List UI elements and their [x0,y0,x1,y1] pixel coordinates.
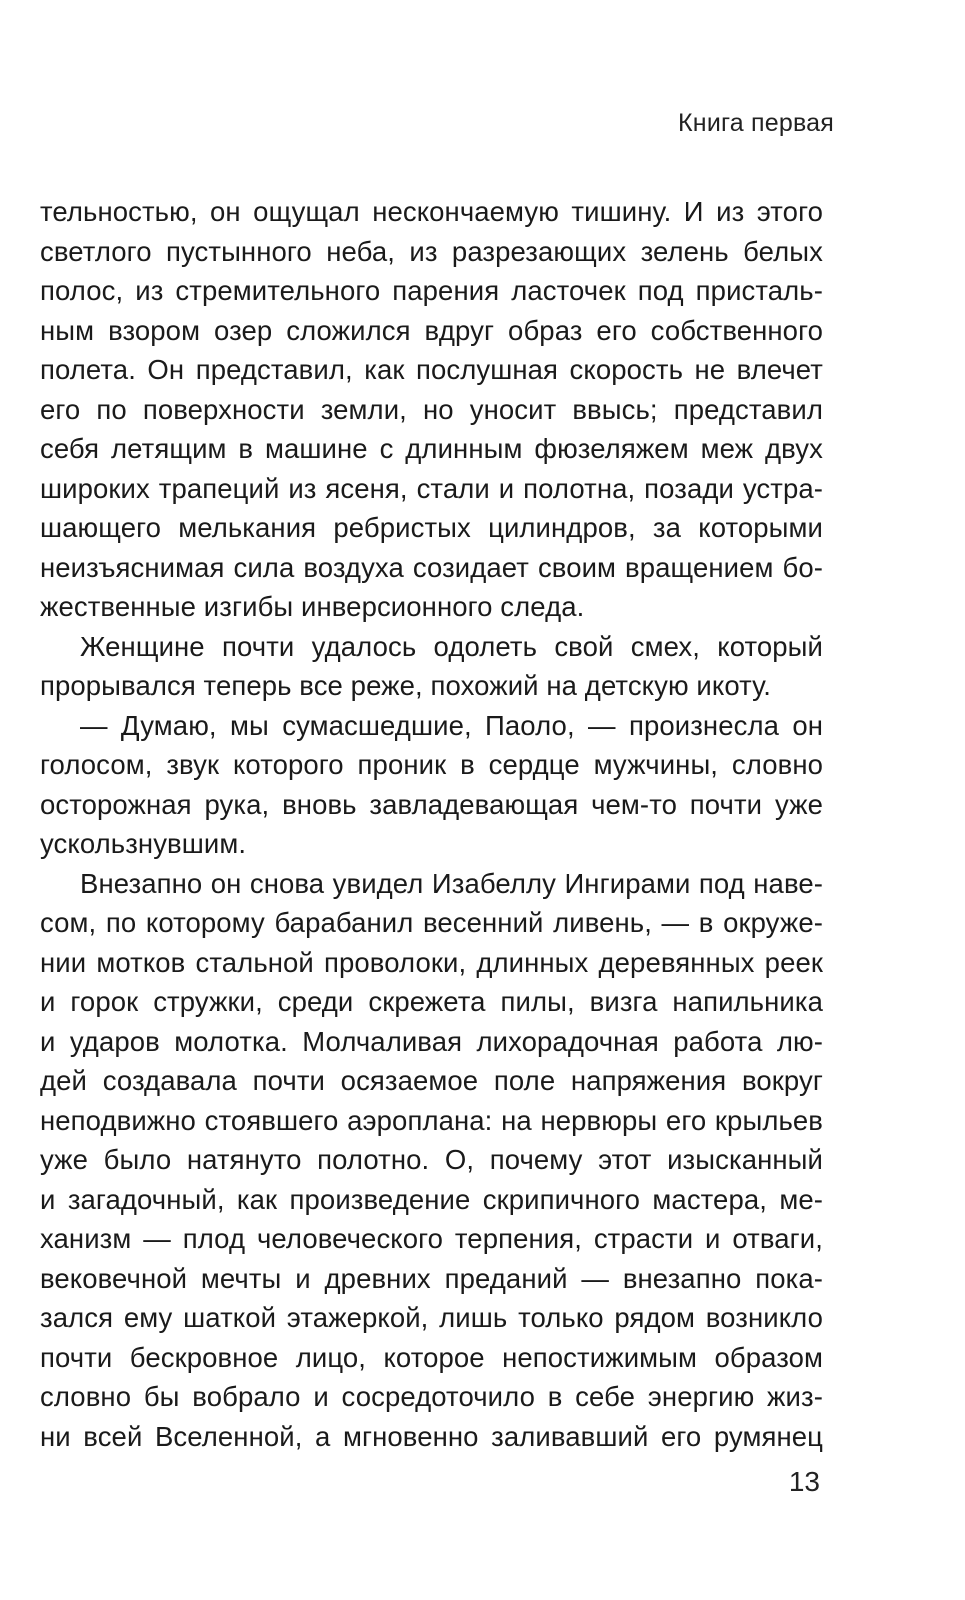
text-line: шающего мелькания ребристых цилиндров, за которыми [40,512,823,543]
running-head: Книга первая [678,109,834,137]
text-line: вековечной мечты и древних преданий — внезапно пока- [40,1262,823,1294]
text-line: — Думаю, мы сумасшедшие, Паоло, — произнесла он [80,709,823,741]
text-line: неизъяснимая сила воздуха созидает своим вращением бо- [40,551,823,583]
text-line: и ударов молотка. Молчаливая лихорадочная работа лю- [40,1025,823,1057]
text-line: ным взором озер сложился вдруг образ его собственного [40,314,823,346]
text-line: осторожная рука, вновь завладевающая чем-то почти уже [40,788,823,820]
text-line: голосом, звук которого проник в сердце мужчины, словно [40,749,823,780]
text-line: и загадочный, как произведение скрипичного мастера, ме- [40,1183,823,1215]
paragraph-4 [40,864,823,1457]
text-line: ханизм — плод человеческого терпения, страсти и отваги, [40,1223,823,1254]
text-line: почти бескровное лицо, которое непостижимым образом [40,1341,823,1373]
text-line: жественные изгибы инверсионного следа. [40,591,585,622]
text-line: сом, по которому барабанил весенний ливень, — в окруже- [40,907,823,938]
body-text [40,192,823,1456]
text-line: словно бы вобрало и сосредоточило в себе энергию жиз- [40,1381,823,1412]
text-line: тельностью, он ощущал нескончаемую тишину. И из этого [40,196,823,227]
text-line: ни всей Вселенной, а мгновенно заливавший его румянец [40,1420,823,1452]
text-line: ускользнувшим. [40,828,247,859]
text-line: Внезапно он снова увидел Изабеллу Ингирами под наве- [80,867,823,899]
text-line: Женщине почти удалось одолеть свой смех, который [80,630,823,662]
text-line: прорывался теперь все реже, похожий на детскую икоту. [40,670,771,701]
text-line: светлого пустынного неба, из разрезающих зелень белых [40,235,823,267]
text-line: нии мотков стальной проволоки, длинных деревянных реек [40,946,823,978]
text-line: неподвижно стоявшего аэроплана: на нервюры его крыльев [40,1104,823,1136]
page-number: 13 [788,1466,820,1497]
paragraph-1 [40,192,823,627]
paragraph-3 [40,706,823,864]
text-line: его по поверхности земли, но уносит ввысь; представил [40,393,823,425]
text-line: уже было натянуто полотно. О, почему этот изысканный [40,1144,823,1175]
paragraph-2 [40,627,823,706]
text-line: себя летящим в машине с длинным фюзеляжем меж двух [40,433,823,464]
text-line: полос, из стремительного парения ласточек под присталь- [40,275,823,306]
text-line: широких трапеций из ясеня, стали и полотна, позади устра- [40,472,823,504]
text-line: зался ему шаткой этажеркой, лишь только рядом возникло [40,1302,823,1333]
text-line: полета. Он представил, как послушная скорость не влечет [40,354,823,385]
text-line: и горок стружки, среди скрежета пилы, визга напильника [40,986,823,1017]
text-line: дей создавала почти осязаемое поле напряжения вокруг [40,1065,823,1096]
